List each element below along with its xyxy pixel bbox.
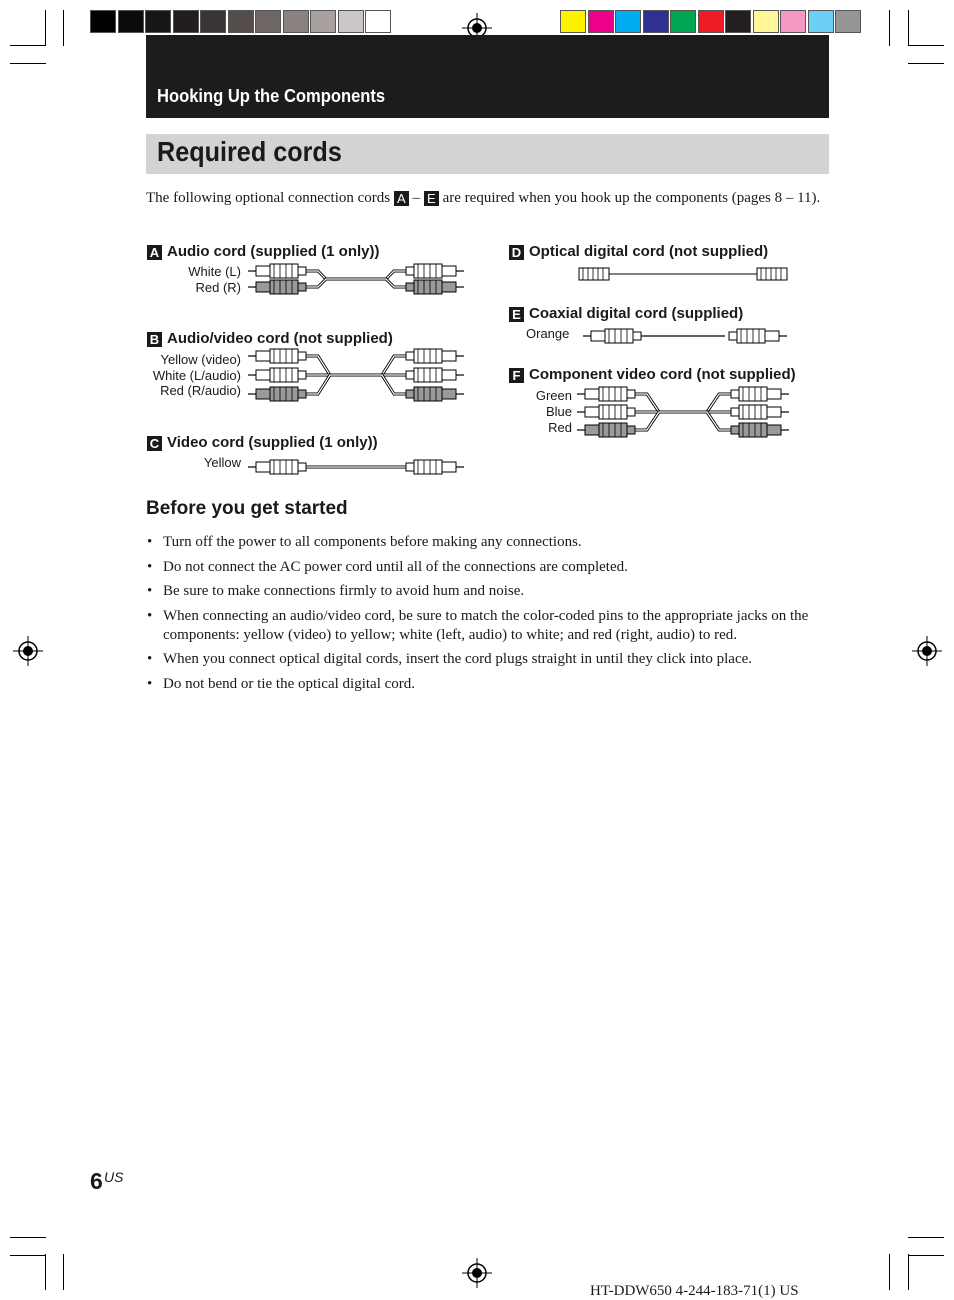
letter-badge: C <box>147 436 162 451</box>
calibration-swatch <box>310 10 336 33</box>
cord-b-heading <box>147 330 393 347</box>
cord-label: Yellow (video) <box>160 352 241 367</box>
page-title: Required cords <box>157 136 342 167</box>
list-item: • When you connect optical digital cords, insert the cord plugs straight in until they click into place. <box>146 650 830 669</box>
page-number-suffix: US <box>104 1169 124 1185</box>
calibration-swatch <box>118 10 144 33</box>
letter-badge: B <box>147 332 162 347</box>
cord-label: Red (R/audio) <box>160 383 241 398</box>
list-item: • Do not connect the AC power cord until all of the connections are completed. <box>146 558 830 577</box>
registration-mark-left-icon <box>13 636 43 666</box>
cord-c-title: Video cord (supplied (1 only)) <box>167 434 378 451</box>
calibration-swatch <box>365 10 391 33</box>
calibration-swatch <box>145 10 171 33</box>
cord-label: Orange <box>526 326 570 341</box>
letter-badge: A <box>147 245 162 260</box>
calibration-swatch <box>780 10 806 33</box>
calibration-swatch <box>560 10 586 33</box>
cord-d-heading <box>509 243 768 260</box>
cord-label: White (L) <box>188 264 241 279</box>
video-cord-icon <box>248 457 464 477</box>
calibration-swatch <box>228 10 254 33</box>
cord-b-title: Audio/video cord (not supplied) <box>167 330 393 347</box>
cord-label: Yellow <box>203 455 241 470</box>
calibration-swatch <box>615 10 641 33</box>
product-code: HT-DDW650 4-244-183-71(1) US <box>590 1283 799 1299</box>
letter-badge: F <box>509 368 524 383</box>
registration-mark-bottom-icon <box>462 1258 492 1288</box>
calibration-swatch <box>173 10 199 33</box>
cord-e-title: Coaxial digital cord (supplied) <box>529 305 744 322</box>
cord-f-title: Component video cord (not supplied) <box>529 366 796 383</box>
cord-label: White (L/audio) <box>152 368 241 383</box>
coaxial-cord-icon <box>575 326 791 346</box>
calibration-swatch <box>670 10 696 33</box>
calibration-swatch <box>835 10 861 33</box>
cord-d-title: Optical digital cord (not supplied) <box>529 243 769 260</box>
cord-label: Red <box>548 420 572 435</box>
section-title: Hooking Up the Components <box>157 86 386 106</box>
list-item: • Do not bend or tie the optical digital cord. <box>146 675 830 694</box>
letter-badge: A <box>394 191 409 206</box>
list-item: • Be sure to make connections firmly to avoid hum and noise. <box>146 582 830 601</box>
calibration-swatch <box>588 10 614 33</box>
intro-dash: – <box>412 190 421 206</box>
component-video-cord-icon <box>575 384 791 440</box>
calibration-swatch <box>200 10 226 33</box>
calibration-swatch <box>725 10 751 33</box>
calibration-swatch <box>255 10 281 33</box>
cord-f-heading <box>509 366 796 383</box>
intro-paragraph <box>146 188 830 208</box>
audio-video-cord-icon <box>248 346 464 402</box>
page-number: 6 <box>90 1168 103 1194</box>
calibration-swatch <box>698 10 724 33</box>
calibration-swatch <box>753 10 779 33</box>
calibration-swatch <box>283 10 309 33</box>
letter-badge: D <box>509 245 524 260</box>
cord-label: Red (R) <box>195 280 241 295</box>
letter-badge: E <box>424 191 439 206</box>
calibration-swatch <box>338 10 364 33</box>
cord-label: Green <box>535 388 572 403</box>
cord-a-title: Audio cord (supplied (1 only)) <box>167 243 380 260</box>
audio-cord-icon <box>248 262 464 296</box>
list-item: • Turn off the power to all components before making any connections. <box>146 533 830 552</box>
cord-a-heading <box>147 243 380 260</box>
list-item: • When connecting an audio/video cord, be sure to match the color-coded pins to the appropriate jacks on the components: yellow (video) to yellow; white (left, audio) to white; and red (right, audio) to red. <box>146 607 830 645</box>
registration-mark-right-icon <box>912 636 942 666</box>
before-start-heading: Before you get started <box>146 498 348 519</box>
intro-text-end: are required when you hook up the components (pages 8 – 11). <box>442 190 821 206</box>
cord-label: Blue <box>545 404 572 419</box>
calibration-swatch <box>643 10 669 33</box>
intro-text-start: The following optional connection cords <box>146 190 391 206</box>
cord-c-heading <box>147 434 378 451</box>
cord-e-heading <box>509 305 743 322</box>
before-start-list <box>146 533 830 699</box>
letter-badge: E <box>509 307 524 322</box>
optical-cord-icon <box>575 264 791 284</box>
calibration-swatch <box>90 10 116 33</box>
calibration-swatch <box>808 10 834 33</box>
